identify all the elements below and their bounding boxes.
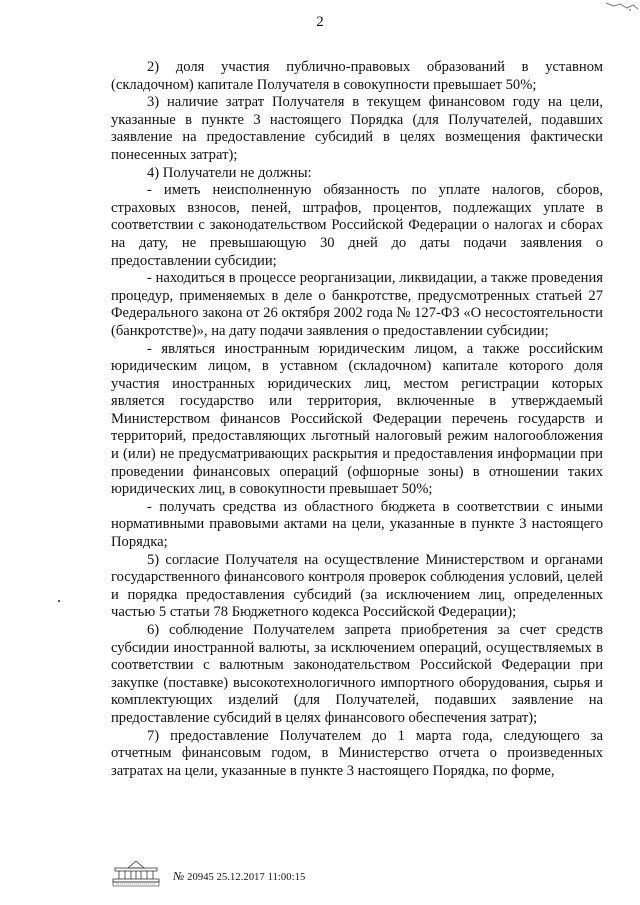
paragraph-4-foreign-entity: - являться иностранным юридическим лицом, а также российским юридическим лицом, в уставном (складочном) капитале которого доля участия иностранных юридических лиц, местом регистрации которых является государство или территория, включенные в утверждаемый Министерством финансов Российской Федерации перечень государств и территорий, предоставляющих льготный налоговый режим налогообложения и (или) не предусматривающих раскрытия и предоставления информации при проведении финансовых операций (офшорные зоны) в отношении таких юридических лиц, в совокупности превышает 50%; <box>111 340 603 498</box>
registration-stamp <box>173 870 305 887</box>
paragraph-7: 7) предоставление Получателем до 1 марта года, следующего за отчетным финансовым годом, в Министерство отчета о произведенных затратах на цели, указанные в пункте 3 настоящего Порядка, по форме, <box>111 727 603 779</box>
document-footer <box>111 857 305 887</box>
scan-artifact <box>600 0 640 14</box>
paragraph-4-tax-debt: - иметь неисполненную обязанность по уплате налогов, сборов, страховых взносов, пеней, штрафов, процентов, подлежащих уплате в соответствии с законодательством Российской Федерации о налогах и сборах на дату, не превышающую 30 дней до даты подачи заявления о предоставлении субсидии; <box>111 182 603 269</box>
paragraph-3: 3) наличие затрат Получателя в текущем финансовом году на цели, указанные в пункте 3 настоящего Порядка (для Получателей, подавших заявление на предоставление субсидий в целях возмещения фактически понесенных затрат); <box>111 94 603 163</box>
page-number: 2 <box>316 14 324 30</box>
registration-number: 20945 25.12.2017 11:00:15 <box>187 872 306 883</box>
building-logo-icon <box>111 859 161 887</box>
document-body <box>111 59 603 780</box>
number-sign: № <box>173 869 185 883</box>
scan-speck <box>58 600 60 602</box>
paragraph-2: 2) доля участия публично-правовых образований в уставном (складочном) капитале Получателя в совокупности превышает 50%; <box>111 59 603 93</box>
paragraph-6: 6) соблюдение Получателем запрета приобретения за счет средств субсидии иностранной валюты, за исключением операций, осуществляемых в соответствии с валютным законодательством Российской Федерации при закупке (поставке) высокотехнологичного импортного оборудования, сырья и комплектующих изделий (для Получателей, подавших заявление на предоставление субсидий в целях финансового обеспечения затрат); <box>111 622 603 726</box>
paragraph-5: 5) согласие Получателя на осуществление Министерством и органами государственного финансового контроля проверок соблюдения условий, целей и порядка предоставления субсидий (за исключением лиц, определенных частью 5 статьи 78 Бюджетного кодекса Российской Федерации); <box>111 551 603 621</box>
paragraph-4-other-funds: - получать средства из областного бюджета в соответствии с иными нормативными правовыми актами на цели, указанные в пункте 3 настоящего Порядка; <box>111 498 603 551</box>
paragraph-4-reorganization: - находиться в процессе реорганизации, ликвидации, а также проведения процедур, применяемых в деле о банкротстве, предусмотренных статьей 27 Федерального закона от 26 октября 2002 года № 127-ФЗ «О несостоятельности (банкротстве)», на дату подачи заявления о предоставлении субсидии; <box>111 270 603 339</box>
paragraph-4: 4) Получатели не должны: <box>147 164 312 181</box>
